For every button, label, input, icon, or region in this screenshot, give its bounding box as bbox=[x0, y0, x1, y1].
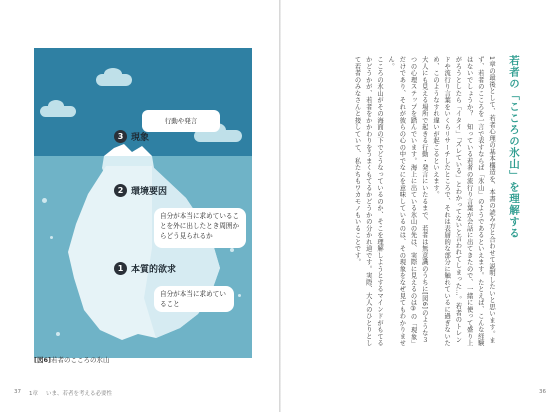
level-2 bbox=[114, 184, 167, 197]
bubble-dot bbox=[56, 332, 60, 336]
body-text bbox=[301, 56, 497, 348]
bubble-dot bbox=[230, 248, 234, 252]
section-heading: 若者の「こころの氷山」を理解する bbox=[508, 55, 520, 239]
left-page bbox=[0, 0, 279, 412]
level-label: 現象 bbox=[131, 133, 150, 143]
tip-label-bubble: 行動や発言 bbox=[142, 110, 220, 132]
callout-environment: 自分が本当に求めていることを外に出したとき周囲からどう見られるか bbox=[154, 208, 246, 248]
figure-tag: [図6] bbox=[34, 356, 51, 364]
chapter-label: 1章 bbox=[29, 391, 38, 397]
level-number: 3 bbox=[114, 130, 127, 143]
callout-essential: 自分が本当に求めていること bbox=[154, 286, 234, 312]
level-1 bbox=[114, 262, 176, 275]
bubble-dot bbox=[238, 294, 241, 297]
level-label: 環境要因 bbox=[131, 187, 168, 197]
level-number: 2 bbox=[114, 184, 127, 197]
page-number: 36 bbox=[539, 389, 546, 395]
level-number: 1 bbox=[114, 262, 127, 275]
iceberg-figure bbox=[34, 48, 252, 358]
bubble-dot bbox=[42, 198, 47, 203]
right-page bbox=[281, 0, 560, 412]
chapter-title: いま、若者を考える必要性 bbox=[46, 391, 113, 397]
bubble-dot bbox=[50, 236, 53, 239]
paragraph: 大人にも見える場所で起きる行動・発言にいたるまで、若者は無意識のうちに[図6]のような３つの心理ステップを踏んでいます。海上に出ている氷山の先は、実際に見えるのは③の「現象」だけであり、それが彼らの心の中でなにを意味しているのは、その現象をなぜ見てもわかりません。 bbox=[387, 56, 428, 347]
figure-caption bbox=[34, 355, 109, 364]
page-number: 37 bbox=[14, 389, 21, 395]
level-label: 本質的欲求 bbox=[131, 265, 177, 275]
paragraph: 1章の最後として、若者心理の基本構造を、本書の読み方と合わせて説明したいと思います。まず、若者のこころを一言で表すならば「氷山」のようであるといえます。たとえば、こんな経験はないでしょうか？ 知っている若者の流行り言葉が会話に出てきたので、一緒に使って盛り上がろうとしたら「イタイ」「ズレている」とわかってないと言われてしまった…。若者のトレンドや流行り言葉をいくらリサーチしたところで、それは表層的な部分に触れているに過ぎないため、このようなすれ違いが起こるといえます。 bbox=[431, 56, 495, 347]
paragraph: こころの氷山がその海面の下でどうなっているのか、そこを理解しようとするマインドがもてるかどうかが、若者をかかわりをうまくもてるかどうかの分かれ道です。実際、大人のひとりとして若者のみなさんと接していて、私たちもワカモノもいることです。 bbox=[353, 56, 383, 347]
level-3 bbox=[114, 130, 149, 143]
figure-caption-text: 若者のこころの氷山 bbox=[50, 356, 110, 364]
folio-left bbox=[14, 389, 112, 397]
